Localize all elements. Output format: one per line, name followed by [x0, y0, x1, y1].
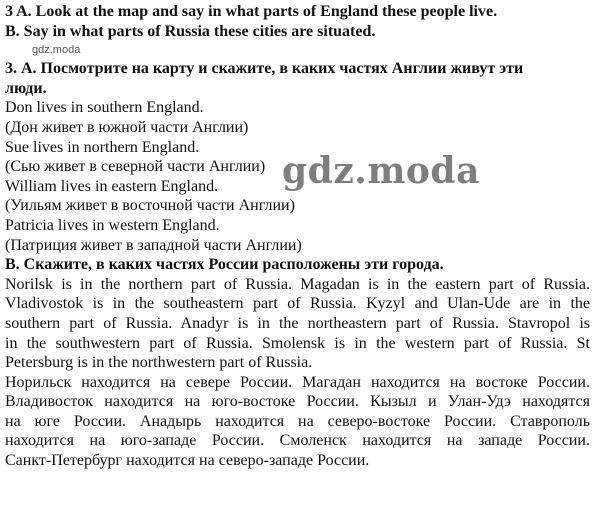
- answer-line: Sue lives in northern England.: [5, 138, 200, 156]
- translation-line: (Сью живет в северной части Англии): [5, 158, 266, 176]
- answer-line: Don lives in southern England.: [5, 99, 204, 117]
- watermark-large: gdz.moda: [282, 150, 480, 192]
- paragraph-line: in the southwestern part of Russia. Smolensk is in the western part of Russia. St: [5, 334, 590, 352]
- paragraph-line: southern part of Russia. Anadyr is in the northeastern part of Russia. Stavropol is: [5, 314, 590, 332]
- paragraph-line: Petersburg is in the northwestern part of Russia.: [5, 354, 313, 372]
- paragraph-line: Vladivostok is in the southeastern part of Russia. Kyzyl and Ulan-Ude are in the: [5, 295, 590, 313]
- translation-line: (Уильям живет в восточной части Англии): [5, 197, 295, 215]
- answer-line: William lives in eastern England.: [5, 177, 219, 195]
- task-b-english: B. Say in what parts of Russia these cities are situated.: [5, 22, 376, 40]
- section-b-heading: В. Скажите, в каких частях России расположены эти города.: [5, 256, 444, 274]
- section-a-heading-line-2: люди.: [5, 79, 47, 97]
- watermark-small: gdz.moda: [32, 44, 81, 57]
- paragraph-line: Владивосток находится на юго-востоке России. Кызыл и Улан-Удэ находятся: [5, 393, 590, 411]
- paragraph-line: Санкт-Петербург находится на северо-западе России.: [5, 452, 370, 470]
- paragraph-line: на юге России. Анадырь находится на северо-востоке России. Ставрополь: [5, 412, 590, 430]
- answer-line: Patricia lives in western England.: [5, 216, 220, 234]
- paragraph-line: Norilsk is in the northern part of Russia. Magadan is in the eastern part of Russia.: [5, 275, 590, 293]
- section-a-heading-line-1: 3. А. Посмотрите на карту и скажите, в каких частях Англии живут эти: [5, 60, 524, 78]
- translation-line: (Патриция живет в западной части Англии): [5, 236, 302, 254]
- section-b-russian-paragraph: [5, 373, 590, 471]
- task-a-english: 3 A. Look at the map and say in what parts of England these people live.: [5, 3, 498, 20]
- document-page: [5, 2, 593, 471]
- section-b-english-paragraph: [5, 275, 590, 373]
- translation-line: (Дон живет в южной части Англии): [5, 118, 249, 136]
- paragraph-line: Норильск находится на севере России. Магадан находится на востоке России.: [5, 373, 590, 391]
- paragraph-line: находится на юго-западе России. Смоленск находится на западе России.: [5, 432, 590, 450]
